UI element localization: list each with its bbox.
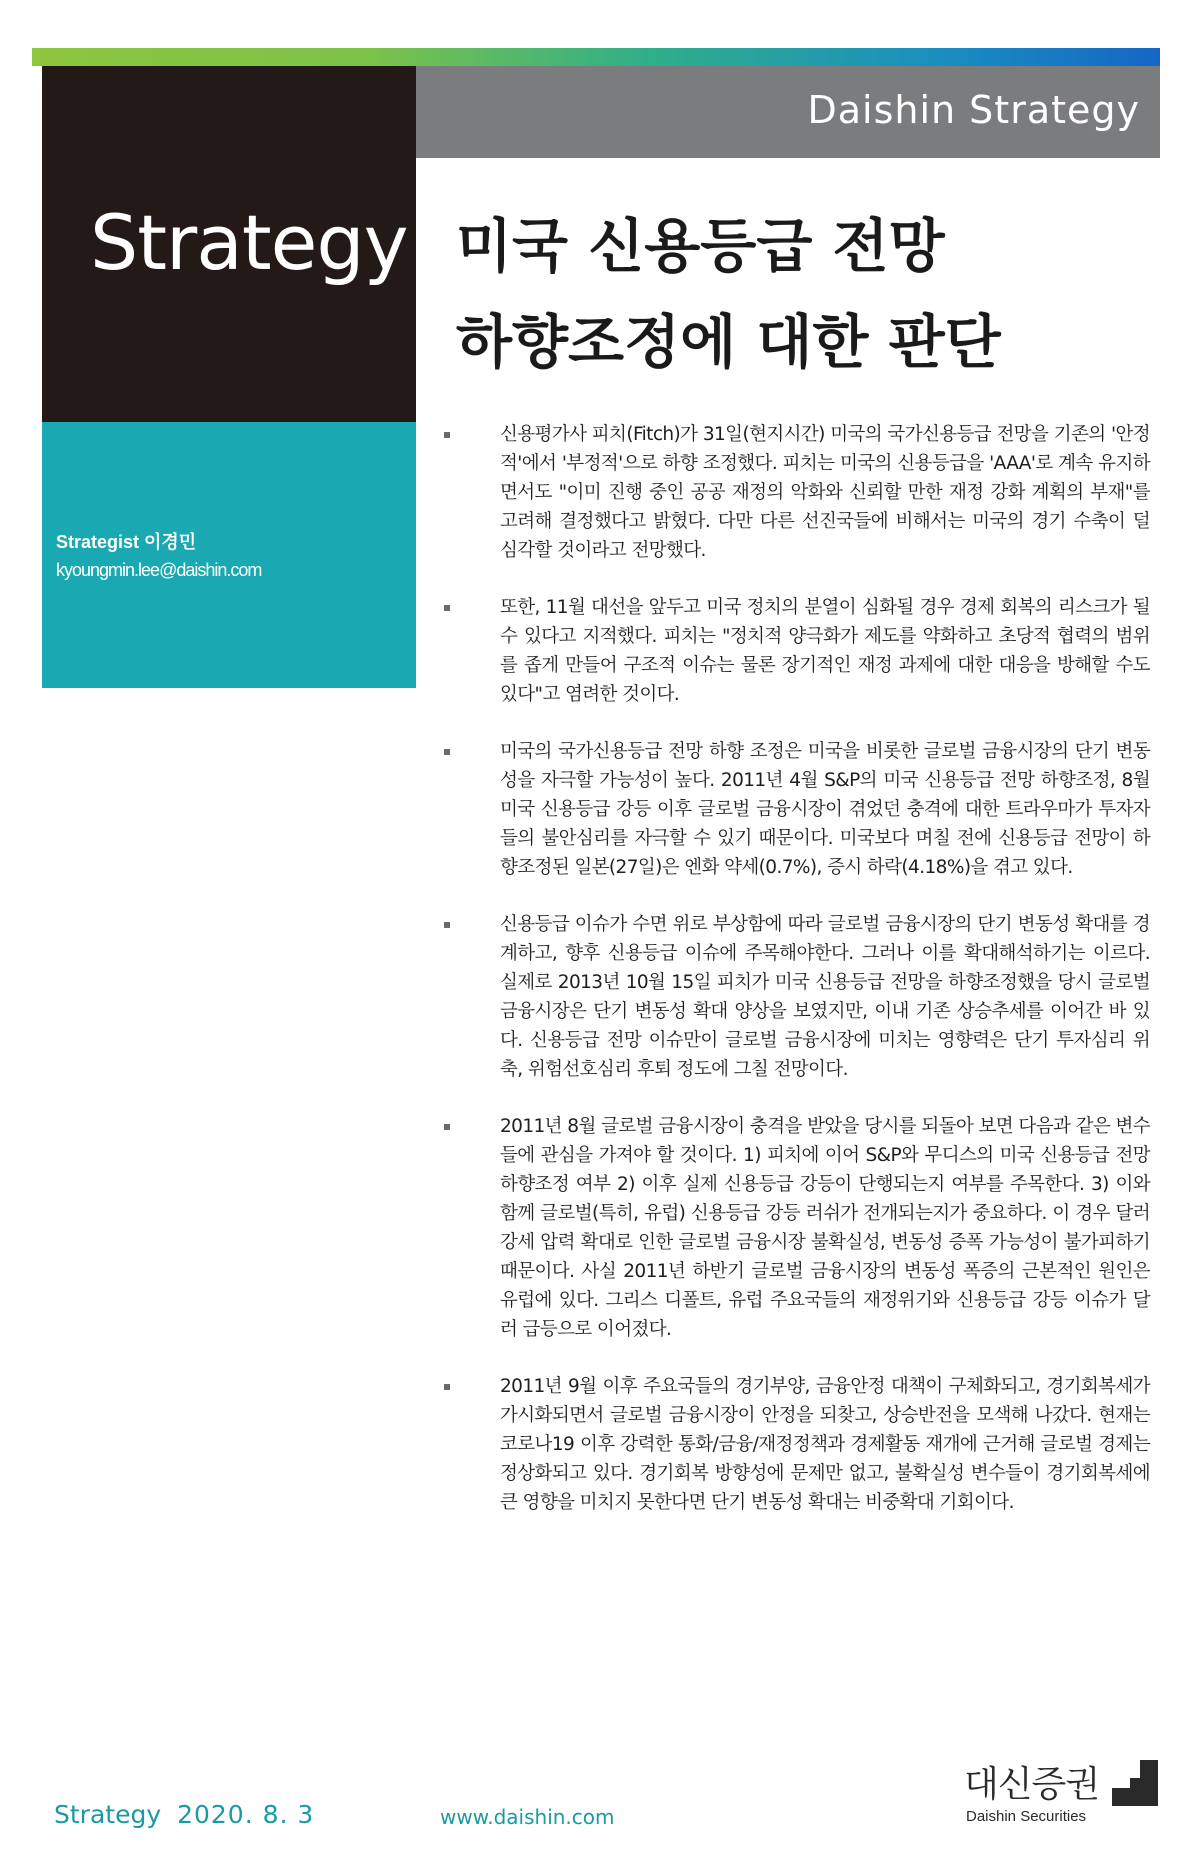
report-header bbox=[416, 66, 1160, 158]
body-paragraph bbox=[500, 593, 1150, 709]
footer-date: 2020. 8. 3 bbox=[177, 1800, 315, 1829]
body-paragraph bbox=[500, 420, 1150, 565]
report-body bbox=[500, 420, 1150, 1545]
author-name: Strategist 이경민 bbox=[56, 532, 197, 552]
page-title bbox=[456, 198, 1156, 390]
title-line-1: 미국 신용등급 전망 bbox=[456, 212, 945, 280]
paragraph-text: 2011년 9월 이후 주요국들의 경기부양, 금융안정 대책이 구체화되고, 경기회복세가 가시화되면서 글로벌 금융시장이 안정을 되찾고, 상승반전을 모색해 나갔다. 현재는 코로나19 이후 강력한 통화/금융/재정정책과 경제활동 재개에 근거해 글로벌 경제는 정상화되고 있다. 경기회복 방향성에 문제만 없고, 불확실성 변수들이 경기회복세에 큰 영향을 미치지 못한다면 단기 변동성 확대는 비중확대 기회이다. bbox=[500, 1376, 1150, 1513]
paragraph-text: 2011년 8월 글로벌 금융시장이 충격을 받았을 당시를 되돌아 보면 다음과 같은 변수들에 관심을 가져야 할 것이다. 1) 피치에 이어 S&P와 무디스의 미국 신용등급 전망 하향조정 여부 2) 이후 실제 신용등급 강등이 단행되는지 여부를 주목한다. 3) 이와 함께 글로벌(특히, 유럽) 신용등급 강등 러쉬가 전개되는지가 중요하다. 이 경우 달러 강세 압력 확대로 인한 글로벌 금융시장 불확실성, 변동성 증폭 가능성이 불가피하기 때문이다. 사실 2011년 하반기 글로벌 금융시장의 변동성 폭증의 근본적인 원인은 유럽에 있다. 그리스 디폴트, 유럽 주요국들의 재정위기와 신용등급 강등 이슈가 달러 급등으로 이어졌다. bbox=[500, 1116, 1150, 1340]
paragraph-text: 미국의 국가신용등급 전망 하향 조정은 미국을 비롯한 글로벌 금융시장의 단기 변동성을 자극할 가능성이 높다. 2011년 4월 S&P의 미국 신용등급 전망 하향조정, 8월 미국 신용등급 강등 이후 글로벌 금융시장이 겪었던 충격에 대한 트라우마가 투자자들의 불안심리를 자극할 수 있기 때문이다. 미국보다 며칠 전에 신용등급 전망이 하향조정된 일본(27일)은 엔화 약세(0.7%), 증시 하락(4.18%)을 겪고 있다. bbox=[500, 741, 1150, 878]
title-line-2: 하향조정에 대한 판단 bbox=[456, 308, 1001, 376]
footer-section-date bbox=[54, 1800, 314, 1829]
author-block bbox=[42, 422, 416, 688]
square-bullet-icon bbox=[444, 749, 450, 755]
paragraph-text: 또한, 11월 대선을 앞두고 미국 정치의 분열이 심화될 경우 경제 회복의 리스크가 될 수 있다고 지적했다. 피치는 "정치적 양극화가 제도를 약화하고 초당적 협력의 범위를 좁게 만들어 구조적 이슈는 물론 장기적인 재정 과제에 대한 대응을 방해할 수도 있다"고 염려한 것이다. bbox=[500, 597, 1150, 705]
square-bullet-icon bbox=[444, 432, 450, 438]
body-paragraph bbox=[500, 1112, 1150, 1344]
author-email[interactable]: kyoungmin.lee@daishin.com bbox=[56, 560, 262, 580]
body-paragraph bbox=[500, 910, 1150, 1084]
body-paragraph bbox=[500, 1372, 1150, 1517]
square-bullet-icon bbox=[444, 922, 450, 928]
footer-url-link[interactable]: www.daishin.com bbox=[440, 1805, 615, 1829]
square-bullet-icon bbox=[444, 1384, 450, 1390]
body-paragraph bbox=[500, 737, 1150, 882]
brand-title: Daishin Strategy bbox=[807, 88, 1140, 132]
paragraph-text: 신용등급 이슈가 수면 위로 부상함에 따라 글로벌 금융시장의 단기 변동성 확대를 경계하고, 향후 신용등급 이슈에 주목해야한다. 그러나 이를 확대해석하기는 이르다. 실제로 2013년 10월 15일 피치가 미국 신용등급 전망을 하향조정했을 당시 글로벌 금융시장은 단기 변동성 확대 양상을 보였지만, 이내 기존 상승추세를 이어간 바 있다. 신용등급 전망 이슈만이 글로벌 금융시장에 미치는 영향력은 단기 투자심리 위축, 위험선호심리 후퇴 정도에 그칠 전망이다. bbox=[500, 914, 1150, 1080]
square-bullet-icon bbox=[444, 605, 450, 611]
top-gradient-bar bbox=[32, 48, 1160, 66]
logo-korean-text: 대신증권 bbox=[964, 1764, 1100, 1805]
company-logo bbox=[964, 1754, 1160, 1834]
footer-label: Strategy bbox=[54, 1800, 162, 1829]
logo-mark-icon bbox=[1110, 1758, 1160, 1808]
section-label: Strategy bbox=[90, 198, 408, 287]
section-block bbox=[42, 66, 416, 422]
paragraph-text: 신용평가사 피치(Fitch)가 31일(현지시간) 미국의 국가신용등급 전망을 기존의 '안정적'에서 '부정적'으로 하향 조정했다. 피치는 미국의 신용등급을 'AAA'로 계속 유지하면서도 "이미 진행 중인 공공 재정의 악화와 신뢰할 만한 재정 강화 계획의 부재"를 고려해 결정했다고 밝혔다. 다만 다른 선진국들에 비해서는 미국의 경기 수축이 덜 심각할 것이라고 전망했다. bbox=[500, 424, 1150, 561]
logo-english-text: Daishin Securities bbox=[966, 1808, 1087, 1825]
square-bullet-icon bbox=[444, 1124, 450, 1130]
